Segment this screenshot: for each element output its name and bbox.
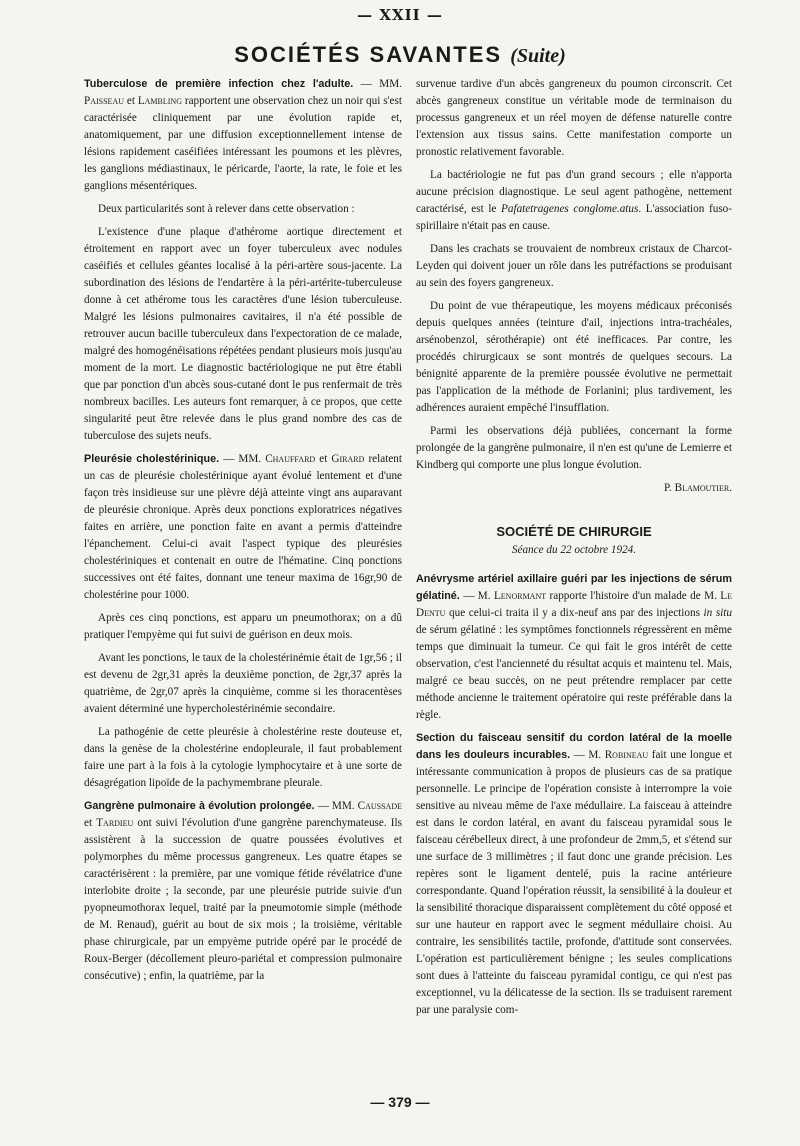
- paragraph: L'existence d'une plaque d'athérome aortique directement et étroitement en rapport avec un foyer tuberculeux avec nodules caséifiés et cellules géantes localisé à la péri-artère sous-jacente. La subordination des lésions de l'endartère à la péri-artérite-tuberculeuse donne à cet athérome tous les caractères d'une lésion tuberculeuse. Malgré les lésions pulmonaires cavitaires, il n'a été possible de retrouver aucun bacille tuberculeux dans l'expectoration de ce malade, malgré des homogénéisations répétées pendant plusieurs mois jusqu'au moment de la mort. Le diagnostic bactériologique ne put être établi que par ponction d'un abcès sous-cutané dont le pus renfermait de très nombreux bacilles. Les auteurs font remarquer, à ce propos, que cette singularité peut être relevée dans le plus grand nombre des cas de tuberculose des sujets neufs.: [84, 226, 402, 442]
- masthead-title: SOCIÉTÉS SAVANTES: [234, 42, 503, 67]
- paragraph: La pathogénie de cette pleurésie à cholestérine reste douteuse et, dans la genèse de la cholestérine endopleurale, il faut probablement faire une part à la fois à la cytologie lymphocytaire et à une sorte de désagrégation lipoïde de la pachymembrane pleurale.: [84, 726, 402, 789]
- species-name: Pafatetragenes conglome.atus: [501, 203, 639, 215]
- dash-text: — M.: [459, 590, 494, 602]
- article-anevrysme: [416, 571, 732, 724]
- article-heading: Tuberculose de première infection chez l'adulte.: [84, 78, 354, 90]
- author-name: Robineau: [604, 749, 649, 761]
- section-heading: SOCIÉTÉ DE CHIRURGIE: [496, 524, 652, 539]
- masthead-suite: (Suite): [510, 45, 566, 67]
- article-pleuresie: [84, 451, 402, 604]
- conjunction: et: [84, 817, 97, 829]
- paragraph-text: rapporte l'histoire d'un malade de M.: [546, 590, 721, 602]
- article-heading: Section du faisceau sensitif du cordon latéral de la moelle dans les douleurs incurables.: [416, 732, 732, 761]
- article-heading: Anévrysme artériel axillaire guéri par les injections de sérum gélatiné.: [416, 573, 732, 602]
- paragraph-text: de sérum gélatiné : les symptômes fonctionnels régressèrent en même temps que diminuait la tumeur. Ce qui fait le gros intérêt de cette observation, c'est l'ancienneté du résultat acquis et maintenu tel. Mais, malgré ce beau succès, on ne peut prétendre remplacer par cette méthode ancienne le traitement opératoire qui reste préférable dans la règle.: [416, 624, 732, 721]
- left-column: [84, 76, 402, 991]
- paragraph: Du point de vue thérapeutique, les moyens médicaux préconisés depuis quelques années (teinture d'ail, injections intra-trachéales, arsénobenzol, sérothérapie) ont été inefficaces. Par contre, les procédés chirurgicaux se sont montrés de quelques secours. La bénignité apparente de la première poussée évolutive ne permettait pas l'application de la méthode de Forlanini; plus tardivement, les adhérences auraient empêché l'insufflation.: [416, 300, 732, 414]
- paragraph-text: ont suivi l'évolution d'une gangrène parenchymateuse. Ils assistèrent à la succession de quatre poussées évolutives et polymorphes du même processus gangreneux. Les quatre étapes se caractérisèrent : la première, par une vomique fétide révélatrice d'une interlobite droite ; la seconde, par une pleurésie putride suivie d'un pyopneumothorax lequel, traité par la pneumotomie simple (méthode de M. Renaud), guérit au bout de six mois ; la troisième, véritable phase chirurgicale, par un empyème putride opéré par le procédé de Roux-Berger (décollement pleuro-pariétal et compression pulmonaire consécutive) ; enfin, la quatrième, par la: [84, 817, 402, 982]
- article-section-faisceau: [416, 730, 732, 1019]
- dash-text: — MM.: [353, 78, 402, 90]
- author-name: Chauffard: [265, 453, 316, 465]
- author-name: Caussade: [357, 800, 402, 812]
- section-masthead: [0, 42, 800, 68]
- page-number: — 379 —: [370, 1094, 430, 1110]
- paragraph: Deux particularités sont à relever dans cette observation :: [98, 203, 355, 215]
- author-name: Tardieu: [96, 817, 134, 829]
- paragraph-text: rapportent une observation chez un noir qui s'est caractérisée cliniquement par une évolution rapide et, anatomiquement, par une diffusion exceptionnellement intense de lésions rapidement caséifiées intéressant les poumons et les plèvres, les ganglions médiastinaux, le péricarde, l'aorte, la rate, le foie et les ganglions mésentériques.: [84, 95, 402, 192]
- signature: P. Blamoutier.: [664, 482, 732, 494]
- paragraph: survenue tardive d'un abcès gangreneux du poumon circonscrit. Cet abcès gangreneux constitue un véritable mode de terminaison du processus gangreneux et un réel moyen de défense naturelle contre l'extension aux tissus sains. Cette manifestation comporte un pronostic relativement favorable.: [416, 78, 732, 158]
- right-column: [416, 76, 732, 1025]
- paragraph: Parmi les observations déjà publiées, concernant la forme prolongée de la gangrène pulmonaire, il n'en est qu'une de Lemierre et Kindberg qui comporte une plus longue évolution.: [416, 425, 732, 471]
- author-name: Lenormant: [493, 590, 547, 602]
- author-name: Girard: [331, 453, 365, 465]
- paragraph-text: que celui-ci traita il y a dix-neuf ans par des injections: [445, 607, 704, 619]
- author-name: Lambling: [137, 95, 182, 107]
- conjunction: et: [124, 95, 138, 107]
- paragraph: Après ces cinq ponctions, est apparu un pneumothorax; on a dû pratiquer l'empyème qui fut suivi de guérison en deux mois.: [84, 612, 402, 641]
- dash-text: — MM.: [314, 800, 358, 812]
- paragraph-text: relatent un cas de pleurésie cholestérinique ayant évolué lentement et d'une façon très insidieuse sur une plèvre déjà atteinte vingt ans auparavant de pleurésie chronique. Après deux ponctions exploratrices négatives faites en arrière, une ponction faite en avant a permis d'atteindre l'épanchement. Celui-ci avait l'aspect typique des pleurésies cholestériniques et contenait en outre de l'hématine. Cinq ponctions successives ont été faites, donnant une teneur maxima de 16gr,90 de cholestérine pour 1000.: [84, 453, 403, 601]
- conjunction: et: [315, 453, 332, 465]
- paragraph: Avant les ponctions, le taux de la cholestérinémie était de 1gr,56 ; il est devenu de 2gr,31 après la deuxième ponction, de 2gr,37 après la quatrième, de 2gr,07 après la cinquième, comme si les thoracentèses avaient déterminé une hypercholestérinémie secondaire.: [84, 652, 402, 715]
- roman-page-number: — XXII —: [357, 6, 443, 24]
- dash-text: — MM.: [219, 453, 266, 465]
- dash-text: — M.: [570, 749, 605, 761]
- article-heading: Gangrène pulmonaire à évolution prolongée.: [84, 800, 315, 812]
- session-date: Séance du 22 octobre 1924.: [511, 544, 637, 556]
- paragraph: Dans les crachats se trouvaient de nombreux cristaux de Charcot-Leyden qui doivent jouer un rôle dans les putréfactions se produisant au sein des foyers gangreneux.: [416, 243, 732, 289]
- paragraph-text: fait une longue et intéressante communication à propos de plusieurs cas de sa pratique personnelle. Le principe de l'opération consiste à interrompre la voie sensitive au niveau même de l'axe médullaire. La faisceau à atteindre est dans le cordon latéral, en avant du faisceau pyramidal sous le faisceau cérébelleux direct, à une profondeur de 2mm,5, et s'étend sur une surface de 3 millimètres ; il faut donc une grande précision. Les repères sont le ligament dentelé, puis la racine antérieure correspondante. Quand l'opération réussit, la sensibilité à la douleur et la sensibilité thoracique disparaissent complètement du côté opposé et sur une hauteur en rapport avec le segment médullaire choisi. Au contraire, les sensibilités tactile, profonde, d'attitude sont conservées. L'opération est particulièrement bénigne ; les seules complications sont dues à l'atteinte du faisceau pyramidal contigu, ce qui n'est pas exceptionnel, vu la délicatesse de la section. Ils se traduisent rarement par une paralysie com-: [416, 749, 732, 1016]
- article-gangrene: [84, 798, 402, 985]
- paragraph-text: . L'association fuso-spirillaire n'était pas en cause.: [416, 203, 732, 232]
- article-heading: Pleurésie cholestérinique.: [84, 453, 220, 465]
- article-tuberculose: [84, 76, 402, 195]
- paragraph-text: La bactériologie ne fut pas d'un grand secours ; elle n'apporta aucune précision diagnostique. Le seul agent pathogène, nettement caractérisé, est le: [416, 169, 732, 215]
- paragraph: [416, 167, 732, 235]
- author-name: Paisseau: [84, 95, 125, 107]
- latin-term: in situ: [703, 607, 732, 619]
- author-name: Le Dentu: [416, 590, 733, 619]
